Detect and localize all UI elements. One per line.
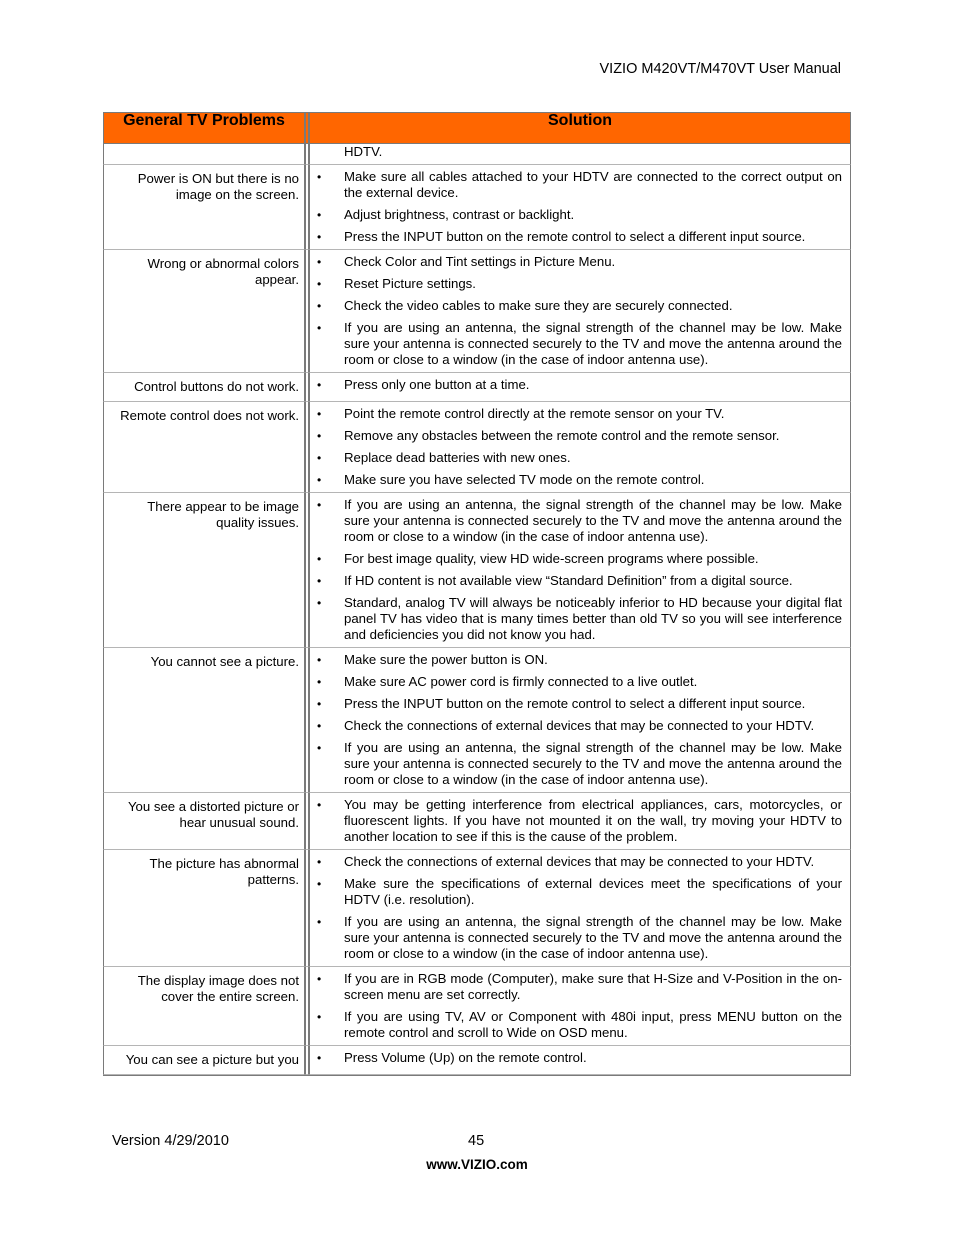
solution-item	[310, 652, 842, 668]
solution-item	[310, 1050, 842, 1066]
problem-cell: You can see a picture but you	[103, 1046, 305, 1075]
bullet-icon: •	[317, 321, 322, 335]
solution-cell	[309, 850, 851, 967]
website-link[interactable]: www.VIZIO.com	[426, 1157, 528, 1172]
solution-text: If HD content is not available view “Standard Definition” from a digital source.	[344, 573, 793, 588]
bullet-icon: •	[317, 697, 322, 711]
table-row	[103, 967, 851, 1046]
solution-text: You may be getting interference from electrical appliances, cars, motorcycles, or fluorescent lights. If you have not mounted it on the wall, try moving your HDTV to another location to see if this is the cause of the problem.	[344, 797, 842, 844]
bullet-icon: •	[317, 719, 322, 733]
bullet-icon: •	[317, 1051, 322, 1065]
table-row	[103, 1046, 851, 1075]
solution-text: Press only one button at a time.	[344, 377, 530, 392]
solution-text: If you are using an antenna, the signal strength of the channel may be low. Make sure your antenna is connected securely to the TV and move the antenna around the room or close to a window (in the case of indoor antenna use).	[344, 497, 842, 544]
bullet-icon: •	[317, 915, 322, 929]
troubleshooting-table	[103, 112, 851, 1076]
solution-item	[310, 854, 842, 870]
solution-item	[310, 595, 842, 643]
table-row	[103, 850, 851, 967]
solution-item	[310, 497, 842, 545]
solution-item	[310, 450, 842, 466]
table-row-continuation	[103, 144, 851, 165]
problem-cell: Wrong or abnormal colors appear.	[103, 250, 305, 373]
solution-text: Reset Picture settings.	[344, 276, 476, 291]
bullet-icon: •	[317, 972, 322, 986]
solution-text: Make sure the power button is ON.	[344, 652, 548, 667]
solution-text: If you are using an antenna, the signal strength of the channel may be low. Make sure your antenna is connected securely to the TV and move the antenna around the room or close to a window (in the case of indoor antenna use).	[344, 740, 842, 787]
solution-item	[310, 229, 842, 245]
table-header-row	[103, 113, 851, 144]
problem-cell: Power is ON but there is no image on the screen.	[103, 165, 305, 250]
bullet-icon: •	[317, 877, 322, 891]
problem-cell: There appear to be image quality issues.	[103, 493, 305, 648]
solution-cell	[309, 648, 851, 793]
solution-item	[310, 276, 842, 292]
solution-continuation: HDTV.	[344, 144, 383, 159]
solution-text: Press the INPUT button on the remote control to select a different input source.	[344, 229, 806, 244]
column-header-solution: Solution	[309, 113, 851, 144]
solution-cell	[309, 402, 851, 493]
solution-item	[310, 551, 842, 567]
table-row	[103, 402, 851, 493]
solution-text: Check Color and Tint settings in Picture Menu.	[344, 254, 616, 269]
bullet-icon: •	[317, 170, 322, 184]
solution-item	[310, 971, 842, 1003]
bullet-icon: •	[317, 552, 322, 566]
solution-item	[310, 298, 842, 314]
bullet-icon: •	[317, 855, 322, 869]
solution-text: Check the connections of external devices that may be connected to your HDTV.	[344, 718, 815, 733]
bullet-icon: •	[317, 596, 322, 610]
solution-item	[310, 207, 842, 223]
table-row	[103, 793, 851, 850]
solution-list	[310, 169, 842, 245]
bullet-icon: •	[317, 230, 322, 244]
problem-cell: Control buttons do not work.	[103, 373, 305, 402]
solution-cell	[309, 373, 851, 402]
problem-cell: Remote control does not work.	[103, 402, 305, 493]
solution-text: Make sure the specifications of external devices meet the specifications of your HDTV (i.e. resolution).	[344, 876, 842, 907]
solution-text: Make sure you have selected TV mode on the remote control.	[344, 472, 705, 487]
solution-text: If you are using an antenna, the signal strength of the channel may be low. Make sure your antenna is connected securely to the TV and move the antenna around the room or close to a window (in the case of indoor antenna use).	[344, 914, 842, 961]
solution-text: Adjust brightness, contrast or backlight.	[344, 207, 575, 222]
bullet-icon: •	[317, 498, 322, 512]
solution-item	[310, 573, 842, 589]
solution-list	[310, 497, 842, 643]
solution-list	[310, 797, 842, 845]
table-row	[103, 648, 851, 793]
table-row	[103, 493, 851, 648]
solution-item	[310, 377, 842, 393]
solution-text: Point the remote control directly at the remote sensor on your TV.	[344, 406, 725, 421]
solution-text: Replace dead batteries with new ones.	[344, 450, 571, 465]
solution-text: Check the video cables to make sure they are securely connected.	[344, 298, 733, 313]
solution-item	[310, 254, 842, 270]
bullet-icon: •	[317, 255, 322, 269]
solution-list	[310, 1050, 842, 1066]
solution-cell	[309, 793, 851, 850]
solution-cell	[309, 144, 851, 165]
table-row	[103, 165, 851, 250]
solution-item	[310, 876, 842, 908]
solution-list	[310, 254, 842, 368]
bullet-icon: •	[317, 741, 322, 755]
solution-text: If you are using TV, AV or Component with 480i input, press MENU button on the remote control and scroll to Wide on OSD menu.	[344, 1009, 842, 1040]
problem-cell: You cannot see a picture.	[103, 648, 305, 793]
version-label: Version 4/29/2010	[112, 1133, 229, 1149]
solution-list	[310, 652, 842, 788]
bullet-icon: •	[317, 798, 322, 812]
solution-text: For best image quality, view HD wide-screen programs where possible.	[344, 551, 759, 566]
solution-list	[310, 854, 842, 962]
solution-text: Check the connections of external devices that may be connected to your HDTV.	[344, 854, 815, 869]
solution-item	[310, 718, 842, 734]
solution-item	[310, 406, 842, 422]
solution-list	[310, 406, 842, 488]
solution-list	[310, 377, 842, 393]
solution-text: Press Volume (Up) on the remote control.	[344, 1050, 587, 1065]
manual-title: VIZIO M420VT/M470VT User Manual	[599, 61, 841, 77]
bullet-icon: •	[317, 574, 322, 588]
solution-item	[310, 1009, 842, 1041]
bullet-icon: •	[317, 407, 322, 421]
bullet-icon: •	[317, 299, 322, 313]
solution-item	[310, 797, 842, 845]
bullet-icon: •	[317, 277, 322, 291]
problem-cell: You see a distorted picture or hear unusual sound.	[103, 793, 305, 850]
table-body	[103, 144, 851, 1075]
bullet-icon: •	[317, 653, 322, 667]
problem-cell	[103, 144, 305, 165]
solution-item	[310, 696, 842, 712]
bullet-icon: •	[317, 473, 322, 487]
bullet-icon: •	[317, 378, 322, 392]
solution-item	[310, 914, 842, 962]
column-header-problems: General TV Problems	[103, 113, 305, 144]
page-number: 45	[468, 1133, 485, 1149]
solution-cell	[309, 967, 851, 1046]
bullet-icon: •	[317, 451, 322, 465]
solution-text: Standard, analog TV will always be noticeably inferior to HD because your digital flat panel TV has video that is many times better than old TV so you will see interference and deficiencies you did not know you had.	[344, 595, 842, 642]
solution-text: Make sure AC power cord is firmly connected to a live outlet.	[344, 674, 698, 689]
problem-cell: The picture has abnormal patterns.	[103, 850, 305, 967]
bullet-icon: •	[317, 208, 322, 222]
solution-item	[310, 169, 842, 201]
solution-text: If you are using an antenna, the signal strength of the channel may be low. Make sure your antenna is connected securely to the TV and move the antenna around the room or close to a window (in the case of indoor antenna use).	[344, 320, 842, 367]
table-row	[103, 250, 851, 373]
bullet-icon: •	[317, 675, 322, 689]
solution-text: Make sure all cables attached to your HDTV are connected to the correct output on the external device.	[344, 169, 842, 200]
solution-item	[310, 428, 842, 444]
bullet-icon: •	[317, 1010, 322, 1024]
solution-text: Remove any obstacles between the remote control and the remote sensor.	[344, 428, 780, 443]
solution-cell	[309, 1046, 851, 1075]
solution-item	[310, 320, 842, 368]
problem-cell: The display image does not cover the entire screen.	[103, 967, 305, 1046]
solution-cell	[309, 250, 851, 373]
solution-list	[310, 971, 842, 1041]
solution-cell	[309, 493, 851, 648]
table-row	[103, 373, 851, 402]
bullet-icon: •	[317, 429, 322, 443]
solution-cell	[309, 165, 851, 250]
solution-item	[310, 740, 842, 788]
solution-item	[310, 472, 842, 488]
solution-text: Press the INPUT button on the remote control to select a different input source.	[344, 696, 806, 711]
solution-item	[310, 674, 842, 690]
solution-text: If you are in RGB mode (Computer), make sure that H-Size and V-Position in the on-screen menu are set correctly.	[344, 971, 842, 1002]
